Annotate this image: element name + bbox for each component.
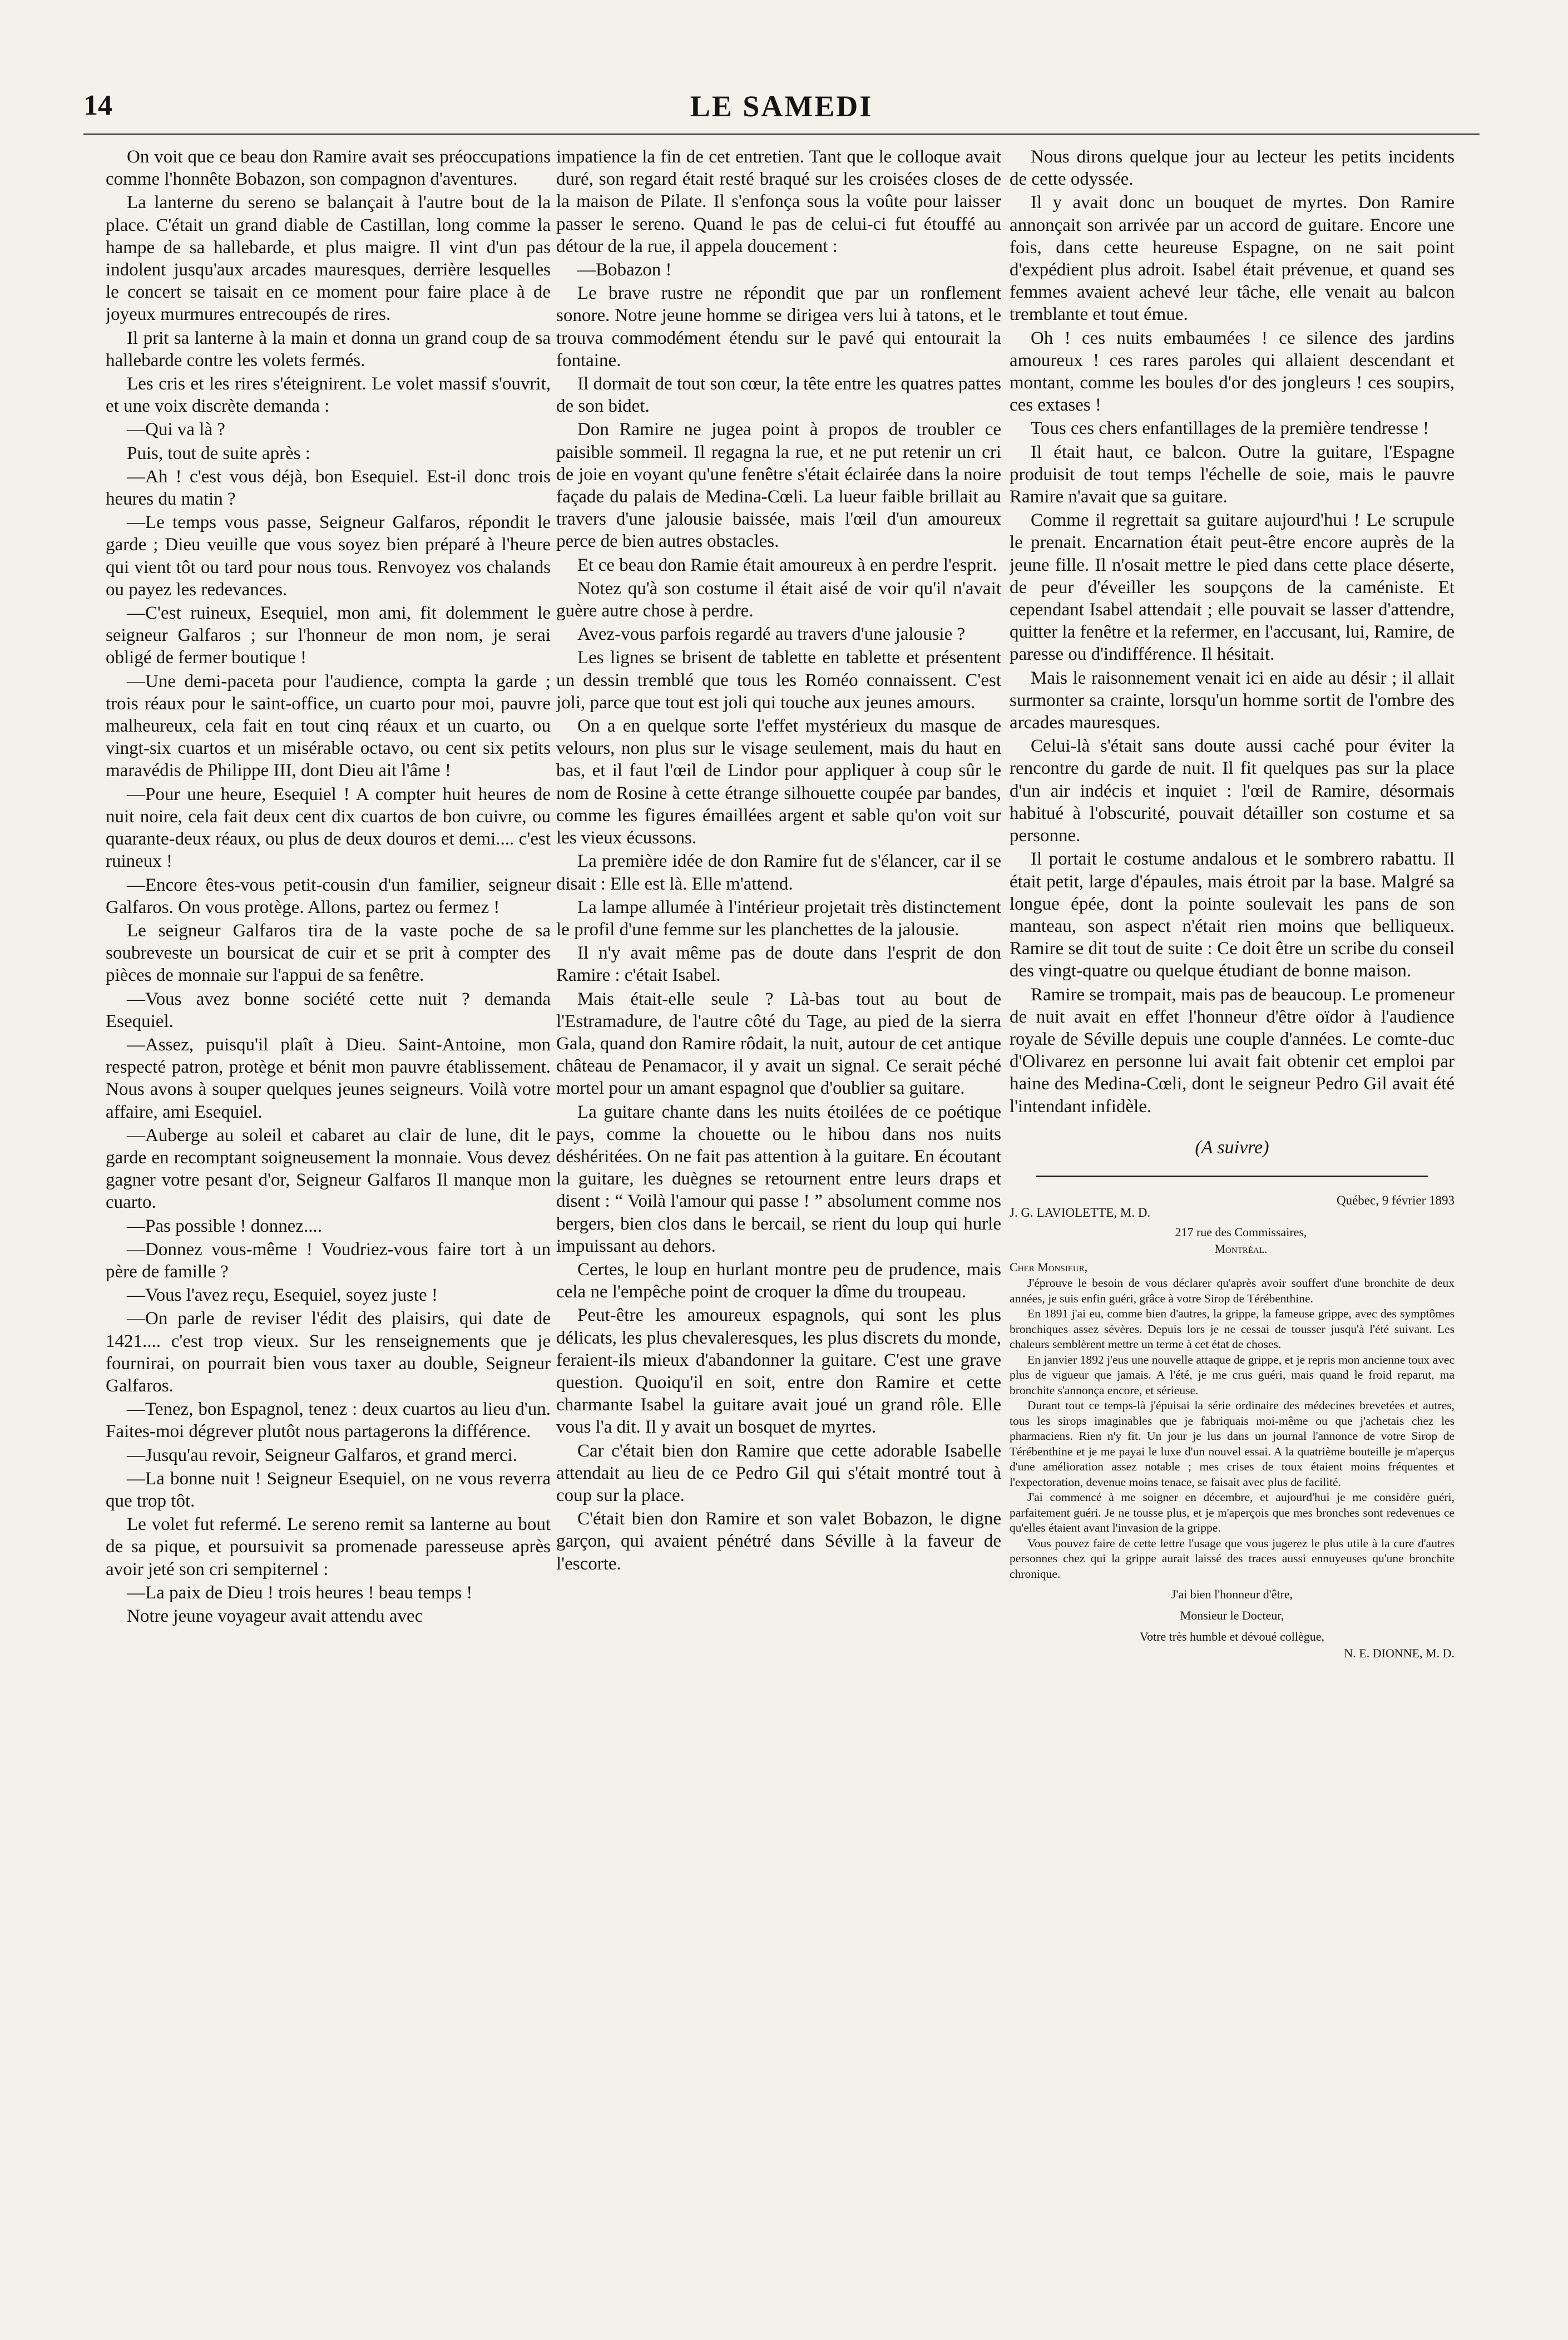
paragraph: Le volet fut refermé. Le sereno remit sa lanterne au bout de sa pique, et poursuivit sa promenade paresseuse après avoir jeté son cri sempiternel : — [106, 1514, 551, 1579]
page-number: 14 — [83, 90, 112, 121]
paragraph: Ramire se trompait, mais pas de beaucoup. Le promeneur de nuit avait en effet l'honneur d'être oïdor à l'audience royale de Séville depuis une couple d'années. Le comte-duc d'Olivarez en personne lui avait fait obtenir cet emploi par haine des Medina-Cœli, dont le seigneur Pedro Gil avait été l'intendant infidèle. — [1010, 984, 1455, 1117]
letter-city: Montréal. — [1214, 1241, 1268, 1256]
paragraph: Car c'était bien don Ramire que cette adorable Isabelle attendait au lieu de ce Pedro Gil qui s'était montré tout à coup sur la place. — [556, 1440, 1001, 1505]
page-title: LE SAMEDI — [690, 90, 873, 123]
paragraph: Comme il regrettait sa guitare aujourd'hui ! Le scrupule le prenait. Encarnation était peut-être encore auprès de la jeune fille. Il n'osait mettre le pied dans cette place déserte, de peur d'éveiller les soupçons de la caméniste. Et cependant Isabel attendait ; elle pouvait se lasser d'attendre, quitter la fenêtre et la refermer, en l'accusant, lui, Ramire, de paresse ou d'indifférence. Il hésitait. — [1010, 510, 1455, 665]
paragraph: La guitare chante dans les nuits étoilées de ce poétique pays, comme la chouette ou le hibou dans nos nuits déshéritées. On ne fait pas attention à la guitare. En écoutant la guitare, les duègnes se retournent entre leurs draps et disent : “ Voilà l'amour qui passe ! ” absolument comme nos bergers, bien clos dans le bercail, se rient du loup qui hurle impuissant au dehors. — [556, 1102, 1001, 1256]
paragraph: —Le temps vous passe, Seigneur Galfaros, répondit le garde ; Dieu veuille que vous soyez bien préparé à l'heure qui vient tôt ou tard pour nous tous. Renvoyez vos chalands ou payez les redevances. — [106, 512, 551, 600]
letter-greeting: Cher Monsieur, — [1010, 1260, 1088, 1274]
paragraph: C'était bien don Ramire et son valet Bobazon, le digne garçon, qui avaient pénétré dans Séville à la faveur de l'escorte. — [556, 1509, 1001, 1574]
paragraph: Avez-vous parfois regardé au travers d'une jalousie ? — [577, 624, 966, 645]
letter-paragraph: Vous pouvez faire de cette lettre l'usage que vous jugerez le plus utile à la cure d'autres personnes chez qui la grippe aurait laissé des traces aussi ennuyeuses qu'une bronchite chronique. — [1010, 1536, 1455, 1581]
paragraph: Il n'y avait même pas de doute dans l'esprit de don Ramire : c'était Isabel. — [556, 943, 1001, 986]
paragraph: Certes, le loup en hurlant montre peu de prudence, mais cela ne l'empêche point de croquer la dîme du troupeau. — [556, 1259, 1001, 1302]
letter-closing-title: Monsieur le Docteur, — [1180, 1608, 1284, 1623]
letter-paragraph: Durant tout ce temps-là j'épuisai la série ordinaire des médecines brevetées et autres, tous les sirops imaginables que je fabriquais moi-même ou que j'achetais chez les pharmaciens. Rien n'y fit. Un jour je lus dans un journal l'annonce de votre Sirop de Térébenthine et je me payai le luxe d'un nouvel essai. A la quatrième bouteille je m'aperçus d'une amélioration assez notable ; mes crises de toux étaient moins fréquentes et l'expectoration, devenue moins tenace, se faisait avec plus de facilité. — [1010, 1399, 1455, 1489]
paragraph: —Vous avez bonne société cette nuit ? demanda Esequiel. — [106, 989, 551, 1031]
text-column-1 — [106, 146, 551, 2304]
paragraph: Il dormait de tout son cœur, la tête entre les quatres pattes de son bidet. — [556, 374, 1001, 417]
paragraph: —Pour une heure, Esequiel ! A compter huit heures de nuit noire, cela fait deux cent dix cuartos de bon cuivre, ou quarante-deux réaux, ou plus de deux douros et demi.... c'est ruineux ! — [106, 784, 551, 872]
column-rule — [1036, 1176, 1428, 1177]
letter-closing-formula: Votre très humble et dévoué collègue, — [1140, 1630, 1324, 1644]
paragraph: —Pas possible ! donnez.... — [127, 1216, 323, 1236]
letter-signature: N. E. DIONNE, M. D. — [1344, 1646, 1455, 1661]
paragraph: Puis, tout de suite après : — [127, 443, 310, 463]
letter-paragraph: J'ai commencé à me soigner en décembre, et aujourd'hui je me considère guéri, parfaitement guéri. Je ne tousse plus, et je m'aperçois que mes bronches sont redevenues ce qu'elles étaient avant l'invasion de la grippe. — [1010, 1490, 1455, 1535]
to-be-continued: (A suivre) — [1195, 1137, 1269, 1158]
text-column-3 — [1010, 146, 1455, 2304]
paragraph: Peut-être les amoureux espagnols, qui sont les plus délicats, les plus chevaleresques, les plus discrets du monde, feraient-ils mieux d'abandonner la guitare. C'est une grave question. Quoiqu'il en soit, entre don Ramire et cette charmante Isabel la guitare avait joué un grand rôle. Elle vous l'a dit. Il y avait un bosquet de myrtes. — [556, 1305, 1001, 1438]
paragraph: —Tenez, bon Espagnol, tenez : deux cuartos au lieu d'un. Faites-moi dégrever plutôt nous partagerons la différence. — [106, 1399, 551, 1442]
paragraph: Don Ramire ne jugea point à propos de troubler ce paisible sommeil. Il regagna la rue, et ne put retenir un cri de joie en voyant qu'une fenêtre s'était éclairée dans la noire façade du palais de Medina-Cœli. La lueur faible brillait au travers d'une jalousie baissée, mais l'œil d'un amoureux perce de bien autres obstacles. — [556, 419, 1001, 552]
paragraph: Les lignes se brisent de tablette en tablette et présentent un dessin tremblé que tous les Roméo connaissent. C'est joli, parce que tout est joli qui touche aux jeunes amours. — [556, 648, 1001, 713]
letter-closing: J'ai bien l'honneur d'être, — [1171, 1587, 1293, 1602]
paragraph: Il y avait donc un bouquet de myrtes. Don Ramire annonçait son arrivée par un accord de guitare. Encore une fois, dans cette heureuse Espagne, on ne sait point d'expédient plus adroit. Isabel était prévenue, et quand ses femmes avaient achevé leur tâche, elle venait au balcon tremblante et tout émue. — [1010, 192, 1455, 325]
paragraph: —Encore êtes-vous petit-cousin d'un familier, seigneur Galfaros. On vous protège. Allons, partez ou fermez ! — [106, 875, 551, 917]
paragraph: Mais le raisonnement venait ici en aide au désir ; il allait surmonter sa crainte, lorsqu'un homme sortit de l'ombre des arcades mauresques. — [1010, 668, 1455, 733]
paragraph: Tous ces chers enfantillages de la première tendresse ! — [1031, 418, 1429, 439]
paragraph: Il était haut, ce balcon. Outre la guitare, l'Espagne produisit de tout temps l'échelle de soie, mais le pauvre Ramire n'avait que sa guitare. — [1010, 442, 1455, 507]
header-rule — [83, 134, 1480, 135]
letter-address: 217 rue des Commissaires, — [1175, 1225, 1307, 1239]
paragraph: —C'est ruineux, Esequiel, mon ami, fit dolemment le seigneur Galfaros ; sur l'honneur de mon nom, je serai obligé de fermer boutique ! — [106, 603, 551, 668]
paragraph: —On parle de reviser l'édit des plaisirs, qui date de 1421.... c'est trop vieux. Sur les renseignements que je fournirai, on pourrait bien vous taxer au double, Seigneur Galfaros. — [106, 1309, 551, 1396]
paragraph: —Jusqu'au revoir, Seigneur Galfaros, et grand merci. — [127, 1445, 517, 1465]
paragraph: La première idée de don Ramire fut de s'élancer, car il se disait : Elle est là. Elle m'attend. — [556, 851, 1001, 894]
paragraph: On voit que ce beau don Ramire avait ses préoccupations comme l'honnête Bobazon, son compagnon d'aventures. — [106, 147, 551, 190]
paragraph: Le brave rustre ne répondit que par un ronflement sonore. Notre jeune homme se dirigea vers lui à tatons, et le trouva commodément étendu sur le pavé qui entourait la fontaine. — [556, 283, 1001, 371]
paragraph: impatience la fin de cet entretien. Tant que le colloque avait duré, son regard était resté braqué sur les croisées closes de la maison de Pilate. Il s'enfonça sous la voûte pour laisser passer le sereno. Quand le pas de celui-ci fut étouffé au détour de la rue, il appela doucement : — [556, 147, 1001, 256]
paragraph: Mais était-elle seule ? Là-bas tout au bout de l'Estramadure, de l'autre côté du Tage, au pied de la sierra Gala, quand don Ramire rôdait, la nuit, autour de cet antique château de Penamacor, il y avait un signal. Ce serait péché mortel pour un amant espagnol que d'oublier sa guitare. — [556, 989, 1001, 1099]
paragraph: Notez qu'à son costume il était aisé de voir qu'il n'avait guère autre chose à perdre. — [556, 578, 1001, 621]
paragraph: —La paix de Dieu ! trois heures ! beau temps ! — [127, 1582, 473, 1603]
paragraph: Nous dirons quelque jour au lecteur les petits incidents de cette odyssée. — [1010, 147, 1455, 190]
paragraph: —Qui va là ? — [127, 419, 225, 440]
paragraph: Le seigneur Galfaros tira de la vaste poche de sa soubreveste un boursicat de cuir et se prit à compter des pièces de monnaie sur l'appui de sa fenêtre. — [106, 920, 551, 986]
paragraph: La lampe allumée à l'intérieur projetait très distinctement le profil d'une femme sur les planchettes de la jalousie. — [556, 897, 1001, 940]
paragraph: —Assez, puisqu'il plaît à Dieu. Saint-Antoine, mon respecté patron, protège et bénit mon pauvre établissement. Nous avons à souper quelques jeunes seigneurs. Voilà votre affaire, ami Esequiel. — [106, 1034, 551, 1122]
paragraph: —Donnez vous-même ! Voudriez-vous faire tort à un père de famille ? — [106, 1239, 551, 1282]
paragraph: —La bonne nuit ! Seigneur Esequiel, on ne vous reverra que trop tôt. — [106, 1468, 551, 1511]
letter-body — [1010, 1276, 1455, 1582]
letter-place-date: Québec, 9 février 1893 — [1336, 1193, 1455, 1207]
paragraph: Il prit sa lanterne à la main et donna un grand coup de sa hallebarde contre les volets fermés. — [106, 328, 551, 371]
paragraph: Les cris et les rires s'éteignirent. Le volet massif s'ouvrit, et une voix discrète demanda : — [106, 374, 551, 417]
paragraph: —Une demi-paceta pour l'audience, compta la garde ; trois réaux pour le saint-office, un cuarto pour moi, pauvre malheureux, cela fait en tout cinq réaux et un cuarto, ou vingt-six cuartos et un misérable octavo, ou cent six petits maravédis de Philippe III, dont Dieu ait l'âme ! — [106, 671, 551, 781]
letter-paragraph: J'éprouve le besoin de vous déclarer qu'après avoir souffert d'une bronchite de deux années, je suis enfin guéri, grâce à votre Sirop de Térébenthine. — [1010, 1276, 1455, 1305]
paragraph: Celui-là s'était sans doute aussi caché pour éviter la rencontre du garde de nuit. Il fit quelques pas sur la place d'un air indécis et inquiet : l'œil de Ramire, désormais habitué à l'obscurité, pouvait détailler son costume et sa personne. — [1010, 736, 1455, 846]
letter-heading — [1010, 1193, 1455, 1224]
paragraph: —Ah ! c'est vous déjà, bon Esequiel. Est-il donc trois heures du matin ? — [106, 466, 551, 510]
letter-paragraph: En 1891 j'ai eu, comme bien d'autres, la grippe, la fameuse grippe, avec des symptômes bronchiques assez sévères. Depuis lors je ne cessai de tousser jusqu'à l'été suivant. Les chaleurs semblèrent mettre un terme à cet état de choses. — [1010, 1307, 1455, 1351]
paragraph: On a en quelque sorte l'effet mystérieux du masque de velours, non plus sur le visage seulement, mais du haut en bas, et il faut l'œil de Lindor pour appliquer à coup sûr le nom de Rosine à cette étrange silhouette coupée par bandes, comme les figures émaillées argent et sable qu'on voit sur les vieux écussons. — [556, 716, 1001, 848]
paragraph: —Bobazon ! — [577, 260, 672, 280]
letter-recipient: J. G. LAVIOLETTE, M. D. — [1010, 1205, 1151, 1220]
page-header — [83, 89, 1480, 128]
paragraph: Oh ! ces nuits embaumées ! ce silence des jardins amoureux ! ces rares paroles qui allaient descendant et montant, comme les boules d'or des jongleurs ! ces soupirs, ces extases ! — [1010, 328, 1455, 416]
paragraph: Notre jeune voyageur avait attendu avec — [127, 1606, 423, 1626]
paragraph: Et ce beau don Ramie était amoureux à en perdre l'esprit. — [577, 555, 997, 575]
testimonial-letter — [1010, 1193, 1455, 1662]
paragraph: —Vous l'avez reçu, Esequiel, soyez juste ! — [127, 1285, 438, 1306]
column-3-paragraphs — [1010, 146, 1455, 1118]
paragraph: La lanterne du sereno se balançait à l'autre bout de la place. C'était un grand diable de Castillan, long comme la hampe de sa hallebarde, et plus maigre. Il vint d'un pas indolent jusqu'aux arcades mauresques, derrière lesquelles le concert se taisait en ce moment pour faire place à de joyeux murmures entrecoupés de rires. — [106, 192, 551, 325]
letter-paragraph: En janvier 1892 j'eus une nouvelle attaque de grippe, et je repris mon ancienne toux avec plus de vigueur que jamais. A l'été, je me crus guéri, mais quand le froid reparut, ma bronchite s'annonça encore, et sérieuse. — [1010, 1352, 1455, 1397]
paragraph: Il portait le costume andalous et le sombrero rabattu. Il était petit, large d'épaules, mais étroit par la base. Malgré sa longue épée, dont la pointe soulevait les pans de son manteau, son aspect n'était rien moins que belliqueux. Ramire se dit tout de suite : Ce doit être un scribe du conseil des vingt-quatre ou quelque étudiant de bonne maison. — [1010, 849, 1455, 981]
paragraph: —Auberge au soleil et cabaret au clair de lune, dit le garde en recomptant soigneusement la monnaie. Vous devez gagner votre pesant d'or, Seigneur Galfaros Il manque mon cuarto. — [106, 1125, 551, 1213]
text-column-2 — [556, 146, 1001, 2304]
